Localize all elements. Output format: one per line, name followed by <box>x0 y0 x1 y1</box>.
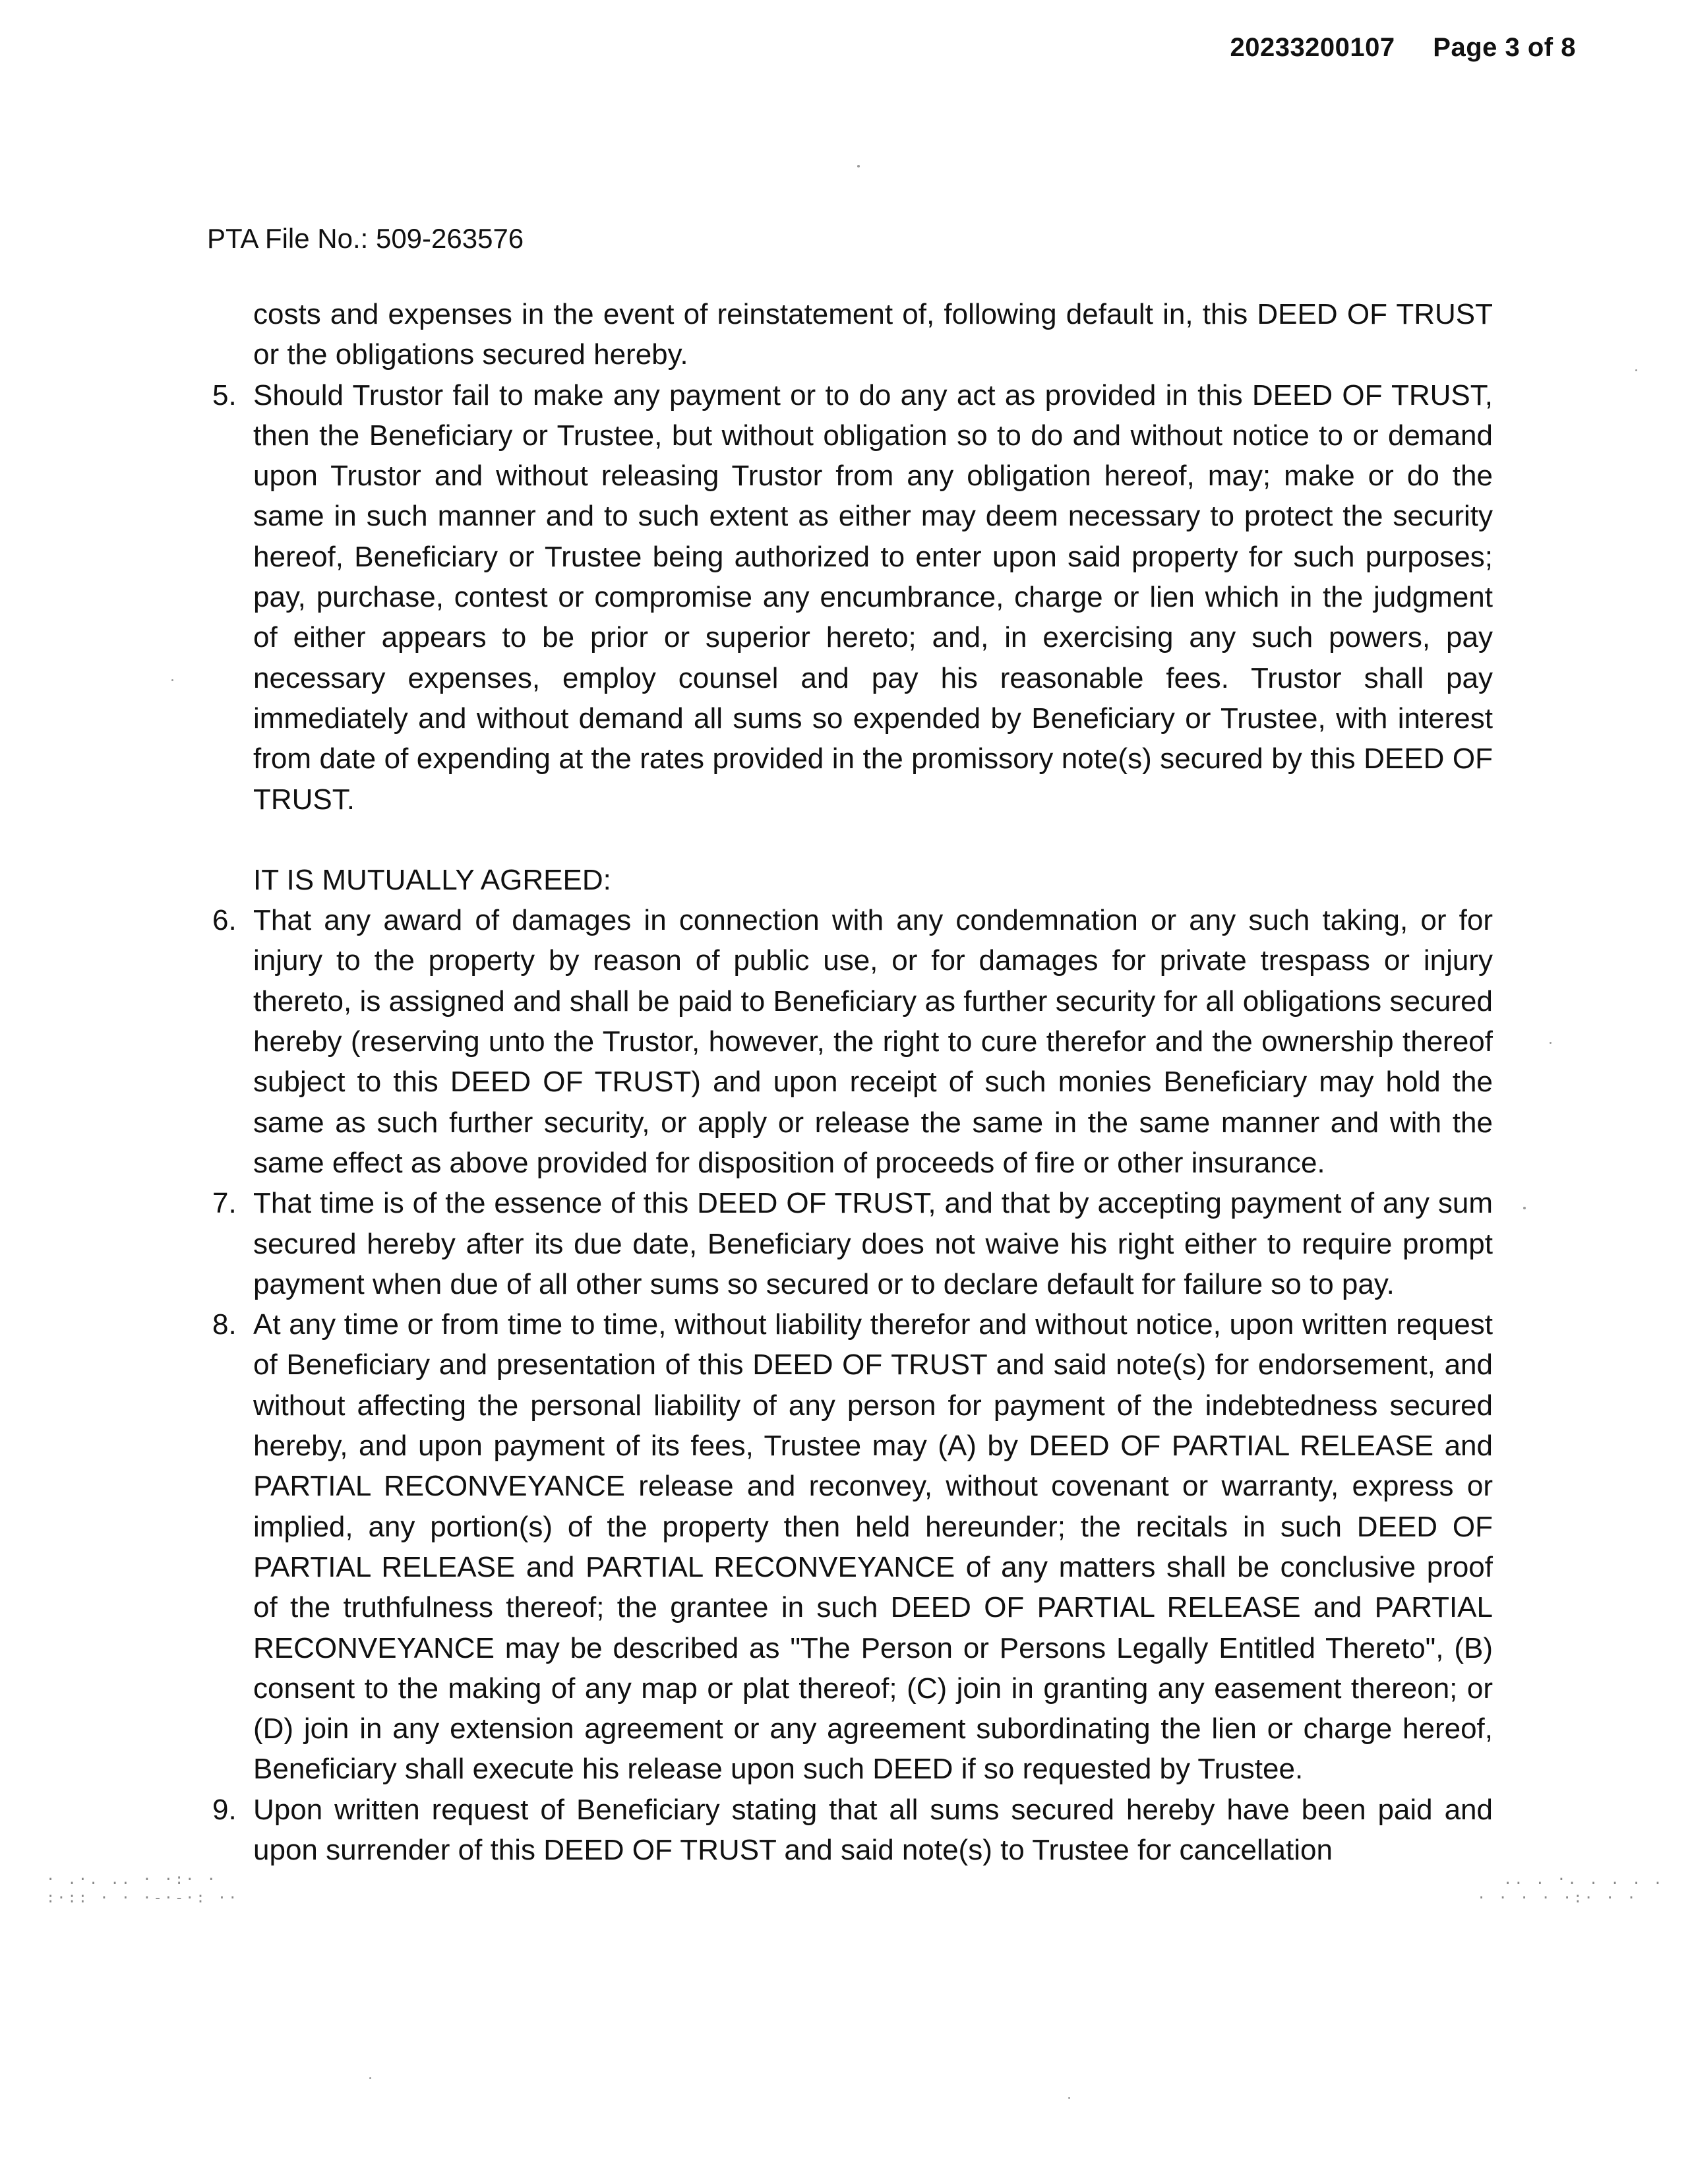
clause-text: Upon written request of Beneficiary stating that all sums secured hereby have been paid and upon surrender of this DEED OF TRUST and said note(s) to Trustee for cancellation <box>253 1793 1493 1866</box>
scan-speck <box>171 679 173 681</box>
scan-speck <box>1068 2097 1070 2099</box>
document-body <box>212 294 1493 1870</box>
scan-speck <box>1550 1042 1552 1044</box>
clause-text: At any time or from time to time, without liability therefor and without notice, upon written request of Beneficiary and presentation of this DEED OF TRUST and said note(s) for endorsement, and without affecting the personal liability of any person for payment of the indebtedness secured hereby, and upon payment of its fees, Trustee may (A) by DEED OF PARTIAL RELEASE and PARTIAL RECONVEYANCE release and reconvey, without covenant or warranty, express or implied, any portion(s) of the property then held hereunder; the recitals in such DEED OF PARTIAL RELEASE and PARTIAL RECONVEYANCE of any matters shall be conclusive proof of the truthfulness thereof; the grantee in such DEED OF PARTIAL RELEASE and PARTIAL RECONVEYANCE may be described as "The Person or Persons Legally Entitled Thereto", (B) consent to the making of any map or plat thereof; (C) join in granting any easement thereon; or (D) join in any extension agreement or any agreement subordinating the lien or charge hereof, Beneficiary shall execute his release upon such DEED if so requested by Trustee. <box>253 1308 1493 1786</box>
scan-noise-right: .. . ·. . . . . <box>1503 1871 1664 1888</box>
clause-item <box>212 1304 1493 1790</box>
scan-speck <box>369 2077 371 2079</box>
scan-speck <box>1635 369 1637 371</box>
clause-text: That time is of the essence of this DEED OF TRUST, and that by accepting payment of any sum secured hereby after its due date, Beneficiary does not waive his right either to require prompt payment when due of all other sums so secured or to declare default for failure so to pay. <box>253 1187 1493 1300</box>
clause-number: 5. <box>212 379 237 411</box>
scan-speck <box>1523 1207 1526 1209</box>
scan-noise-left: · .·. .. · ·:· · <box>46 1871 218 1888</box>
clause-text: That any award of damages in connection with any condemnation or any such taking, or for injury to the property by reason of public use, or for damages for private trespass or injury thereto, is assigned and shall be paid to Beneficiary as further security for all obligations secured hereby (reserving unto the Trustor, however, the right to cure therefor and the ownership thereof subject to this DEED OF TRUST) and upon receipt of such monies Beneficiary may hold the same as such further security, or apply or release the same in the same manner and with the same effect as above provided for disposition of proceeds of fire or other insurance. <box>253 904 1493 1179</box>
clause-number: 7. <box>212 1187 237 1220</box>
clause-item <box>212 375 1493 820</box>
page-number-label: Page 3 of 8 <box>1433 33 1576 62</box>
clause-text: Should Trustor fail to make any payment or to do any act as provided in this DEED OF TRUST, then the Beneficiary or Trustee, but without obligation so to do and without notice to or demand upon Trustor and without releasing Trustor from any obligation hereof, may; make or do the same in such manner and to such extent as either may deem necessary to protect the security hereof, Beneficiary or Trustee being authorized to enter upon said property for such purposes; pay, purchase, contest or compromise any encumbrance, charge or lien which in the judgment of either appears to be prior or superior hereto; and, in exercising any such powers, pay necessary expenses, employ counsel and pay his reasonable fees. Trustor shall pay immediately and without demand all sums so expended by Beneficiary or Trustee, with interest from date of expending at the rates provided in the promissory note(s) secured by this DEED OF TRUST. <box>253 379 1493 816</box>
clause-item <box>212 900 1493 1183</box>
file-reference: PTA File No.: 509-263576 <box>207 223 524 254</box>
page-header <box>1230 33 1576 63</box>
clause-item <box>212 1183 1493 1304</box>
clause-item <box>212 1790 1493 1871</box>
section-heading: IT IS MUTUALLY AGREED: <box>253 863 611 896</box>
scan-speck <box>857 165 860 167</box>
scan-noise-right: · · · · ·:· · · <box>1477 1890 1638 1906</box>
document-number: 20233200107 <box>1230 33 1395 62</box>
clause-number: 9. <box>212 1793 237 1826</box>
scan-noise-left: :·:: · · ·-·-·: ·· <box>46 1890 239 1906</box>
clause-number: 6. <box>212 904 237 937</box>
continuation-paragraph: costs and expenses in the event of reinstatement of, following default in, this DEED OF TRUST or the obligations secured hereby. <box>253 298 1493 371</box>
clause-number: 8. <box>212 1308 237 1341</box>
